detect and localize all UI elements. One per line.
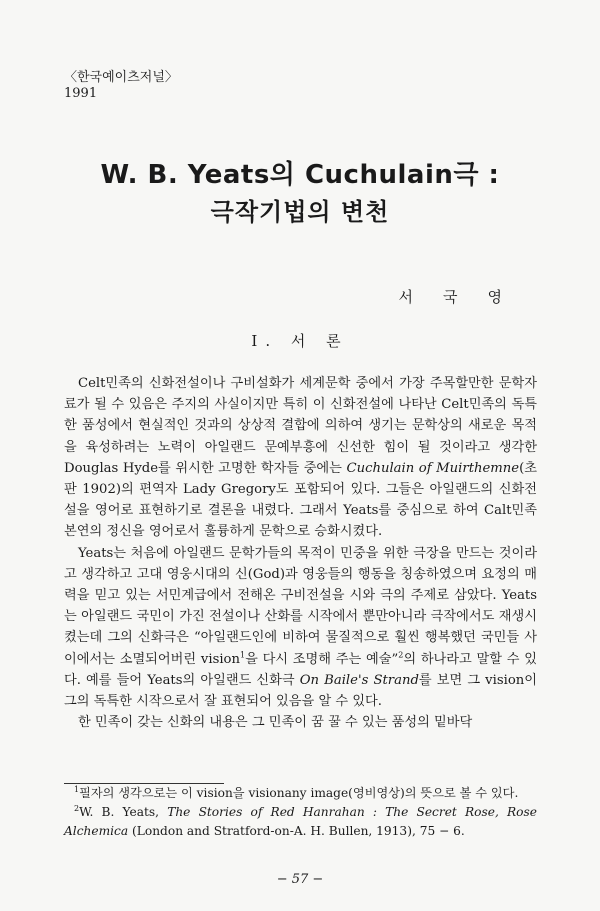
footnote-ref-1[interactable]: 1 <box>239 650 246 660</box>
page-number: − 57 − <box>276 872 324 887</box>
paragraph-2: Yeats는 처음에 아일랜드 문학가들의 목적이 민중을 위한 극장을 만드는 것이라고 생각하고 고대 영웅시대의 신(God)과 영웅들의 행동을 칭송하였으며 요정의 매력을 믿고 있는 서민계급에서 전해온 구비전설을 시와 극의 주제로 삼았다. Yeats는 아일랜드 국민이 가진 전설이나 산화를 시작에서 뿐만아니라 극작에서도 재생시켰는데 그의 신화극은 “아일랜드인에 비하여 물질적으로 훨씬 행복했던 국민들 사이에서는 소멸되어버린 vision$^1$을 다시 조명해 주는 예술”$^2$의 하나라고 말할 수 있다. 예를 들어 Yeats의 아일랜드 신화극 On Baile's Strand를 보면 그 vision이 그의 독특한 시작으로서 잘 표현되어 있음을 알 수 있다. <box>64 545 538 710</box>
footnote-ref-2[interactable]: 2 <box>398 650 404 660</box>
section-heading: I. 서 론 <box>251 332 349 350</box>
title-line-2: 극작기법의 변천 <box>210 198 390 226</box>
footnote-1: $^1$필자의 생각으로는 이 vision을 visionany image(영비영상)의 뜻으로 볼 수 있다. <box>74 784 519 800</box>
journal-year: 1991 <box>64 86 98 101</box>
footnotes <box>64 784 537 841</box>
paragraph-1: Celt민족의 신화전설이나 구비설화가 세계문학 중에서 가장 주목할만한 문학자료가 될 수 있음은 주지의 사실이지만 특히 이 신화전설에 나타난 Celt민족의 독특한 품성에서 현실적인 것과의 상상적 결합에 의하여 생기는 문학상의 새로운 목적을 육성하려는 노력이 아일랜드 문예부흥에 신선한 힘이 될 것이라고 생각한 Douglas Hyde를 위시한 고명한 학자들 중에는 Cuchulain of Muirthemne(초판 1902)의 편역자 Lady Gregory도 포함되어 있다. 그들은 아일랜드의 신화전설을 영어로 표현하기로 결론을 내렸다. 그래서 Yeats를 중심으로 하여 Calt민족 본연의 정신을 영어로서 훌륭하게 문학으로 승화시켰다. <box>64 376 537 540</box>
footnote-2: $^2$W. B. Yeats, The Stories of Red Hanrahan : The Secret Rose, Rose Alchemica (London and Stratford-on-A. H. Bullen, 1913), 75 − 6. <box>64 803 537 838</box>
paragraph-3: 한 민족이 갖는 신화의 내용은 그 민족이 꿈 꿀 수 있는 품성의 밑바닥 <box>78 715 473 731</box>
journal-name: 〈한국예이츠저널〉 <box>64 70 178 85</box>
journal-header <box>64 70 178 102</box>
article-title <box>0 158 600 228</box>
title-line-1: W. B. Yeats의 Cuchulain극 : <box>100 160 500 190</box>
article-body <box>64 373 537 733</box>
author-name: 서국영 <box>398 288 532 306</box>
